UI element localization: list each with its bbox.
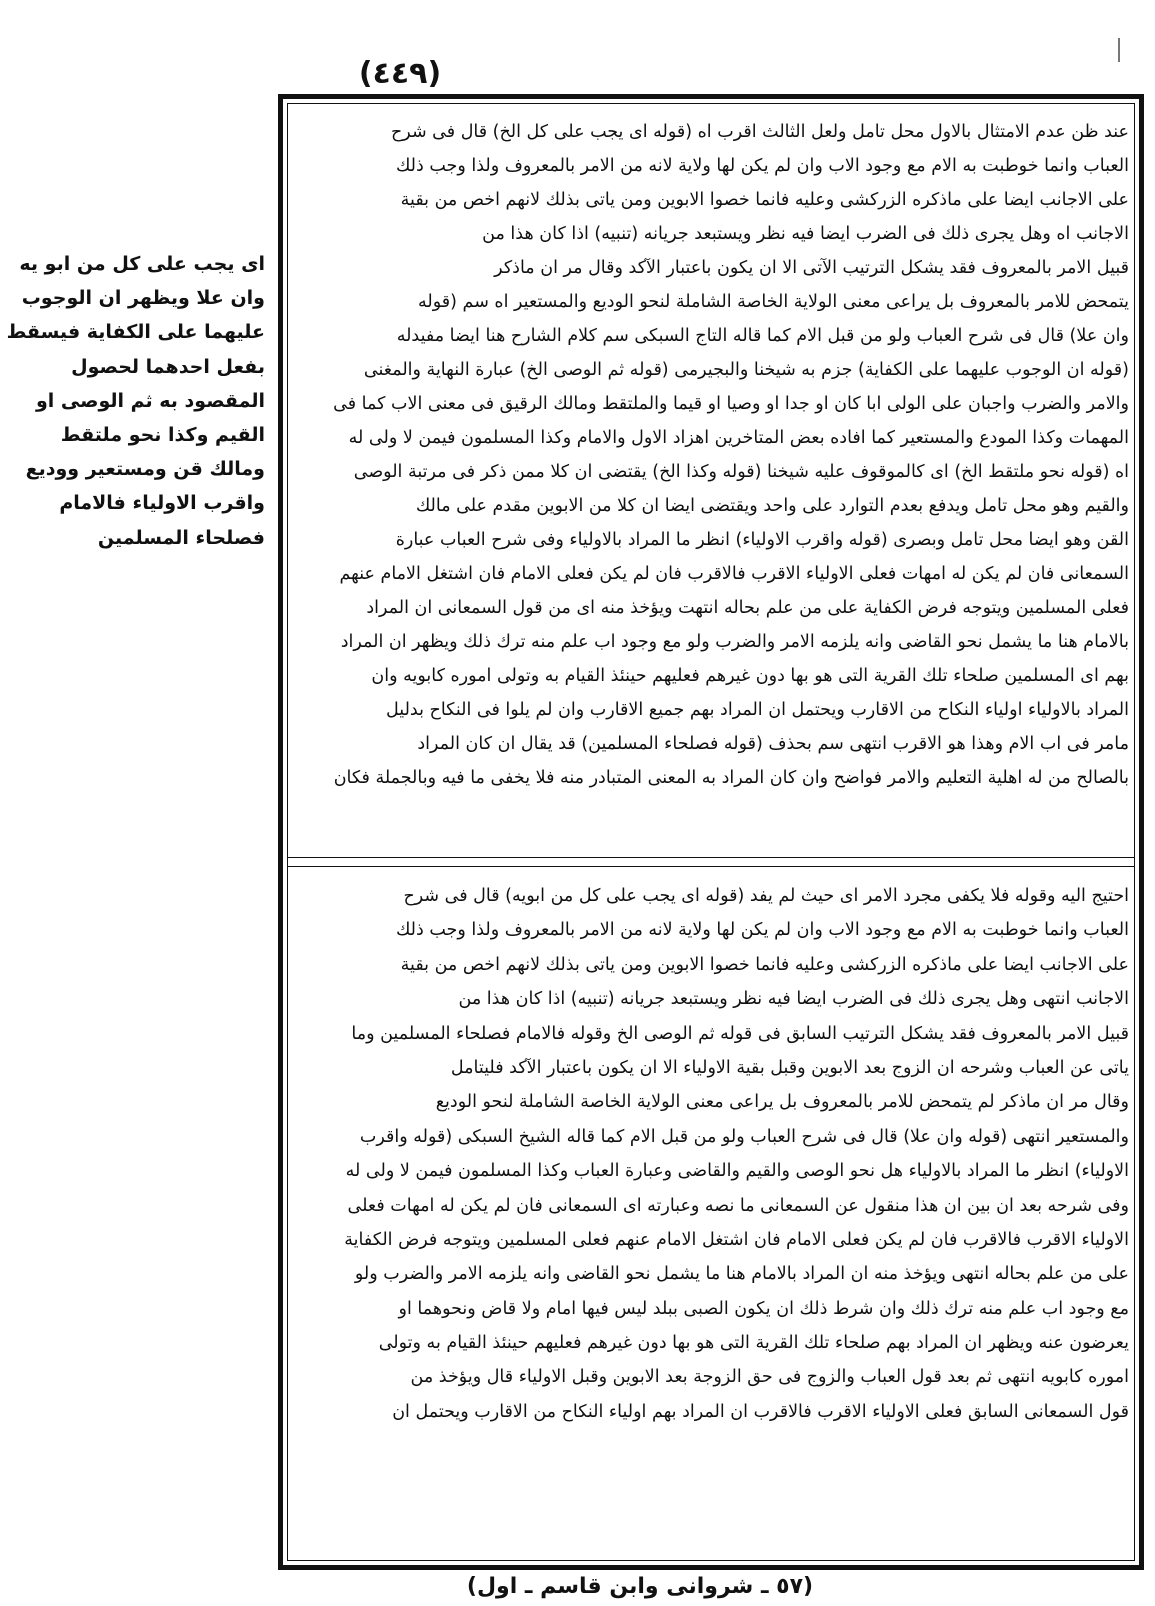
text-line: عند ظن عدم الامتثال بالاول محل تامل ولعل الثالث اقرب اه (قوله اى يجب على كل الخ) قال فى شرح (391, 122, 1129, 142)
text-line: الاجانب انتهى وهل يجرى ذلك فى الضرب ايضا فيه نظر ويستبعد جريانه (تنبيه) اذا كان هذا من (458, 989, 1129, 1010)
text-line: المراد بالاولياء اولياء النكاح من الاقارب ويحتمل ان المراد بهم جميع الاقارب وان لم يلوا فى النكاح بدليل (386, 700, 1129, 720)
margin-note-line: وان علا ويظهر ان الوجوب (21, 287, 265, 310)
text-line: اه (قوله نحو ملتقط الخ) اى كالموقوف عليه شيخنا (قوله وكذا الخ) يقتضى ان كلا ممن ذكر فى مرتبة الوصى (353, 462, 1129, 482)
text-line: (قوله ان الوجوب عليهما على الكفاية) جزم به شيخنا والبجيرمى (قوله ثم الوصى الخ) عبارة النهاية والمغنى (363, 360, 1129, 380)
bottom-commentary-section (289, 879, 1129, 1551)
text-line: العباب وانما خوطبت به الام مع وجود الاب وان لم يكن لها ولاية لانه من الامر بالمعروف ولذا وجب ذلك (395, 156, 1129, 176)
text-line: بهم اى المسلمين صلحاء تلك القرية التى هو بها دون غيرهم فعليهم حينئذ القيام به وتولى اموره كابويه وان (371, 666, 1129, 686)
text-line: السمعانى فان لم يكن له امهات فعلى الاولياء الاقرب فالاقرب فان لم يكن فعلى الامام فان اشتغل الامام عنهم (339, 564, 1129, 584)
text-line: وفى شرحه بعد ان بين ان هذا منقول عن السمعانى ما نصه وعبارته اى السمعانى فان لم يكن له امهات فعلى (347, 1195, 1129, 1216)
text-line: الاجانب اه وهل يجرى ذلك فى الضرب ايضا فيه نظر ويستبعد جريانه (تنبيه) اذا كان هذا من (482, 224, 1129, 244)
text-line: بالامام هنا ما يشمل نحو القاضى وانه يلزمه الامر والضرب ولو مع وجود اب علم منه ترك ذلك ويظهر ان المراد (340, 632, 1129, 652)
text-line: العباب وانما خوطبت به الام مع وجود الاب وان لم يكن لها ولاية لانه من الامر بالمعروف ولذا وجب ذلك (395, 920, 1129, 941)
text-line: المهمات وكذا المودع والمستعير كما افاده بعض المتاخرين اهزاد الاول والامام وكذا المسلمون فيمن لا ولى له (348, 428, 1129, 448)
text-line: مامر فى اب الام وهذا هو الاقرب انتهى سم بحذف (قوله فصلحاء المسلمين) قد يقال ان كان المراد (417, 734, 1129, 754)
margin-note-line: فصلحاء المسلمين (97, 526, 265, 549)
text-line: يتمحض للامر بالمعروف بل يراعى معنى الولاية الخاصة الشاملة لنحو الوديع والمستعير اه سم (قوله (418, 292, 1129, 312)
text-line: الاولياء الاقرب فالاقرب فان لم يكن فعلى الامام فان اشتغل الامام عنهم فعلى المسلمين ويتوجه فرض الكفاية (344, 1229, 1129, 1250)
text-line: الاولياء) انظر ما المراد بالاولياء هل نحو الوصى والقيم والقاضى وعبارة العباب وكذا المسلمون فيمن لا ولى له (345, 1161, 1129, 1182)
text-line: اموره كابويه انتهى ثم بعد قول العباب والزوج فى حق الزوجة بعد الابوين وقبل الاولياء قال ويؤخذ من (410, 1367, 1129, 1388)
text-line: قول السمعانى السابق فعلى الاولياء الاقرب فالاقرب ان المراد بهم اولياء النكاح من الاقارب ويحتمل ان (392, 1401, 1129, 1422)
page-number: (٤٤٩) (358, 56, 442, 91)
text-line: والقيم وهو محل تامل ويدفع بعدم التوارد على واحد ويقتضى ايضا ان كلا من الابوين مقدم على مالك (415, 496, 1129, 516)
text-line: على من علم بحاله انتهى ويؤخذ منه ان المراد بالامام هنا ما يشمل نحو القاضى وانه يلزمه الامر والضرب ولو (354, 1264, 1129, 1285)
page-footer: (٥٧ ـ شروانى وابن قاسم ـ اول) (466, 1574, 814, 1599)
margin-note-line: المقصود به ثم الوصى او (35, 389, 265, 412)
section-separator (287, 857, 1135, 867)
margin-note-line: ومالك قن ومستعير ووديع (25, 458, 265, 481)
page-edge-mark (1118, 38, 1120, 62)
text-line: مع وجود اب علم منه ترك ذلك وان شرط ذلك ان يكون الصبى ببلد ليس فيها امام ولا قاض ونحوهما او (398, 1298, 1129, 1319)
text-line: وقال مر ان ماذكر لم يتمحض للامر بالمعروف بل يراعى معنى الولاية الخاصة الشاملة لنحو الوديع (435, 1092, 1129, 1113)
text-line: فعلى المسلمين ويتوجه فرض الكفاية على من علم بحاله انتهت ويؤخذ منه اى من قول السمعانى ان المراد (366, 598, 1129, 618)
text-line: قبيل الامر بالمعروف فقد يشكل الترتيب الآتى الا ان يكون باعتبار الآكد وقال مر ان ماذكر (494, 258, 1129, 278)
text-line: قبيل الامر بالمعروف فقد يشكل الترتيب السابق فى قوله ثم الوصى الخ وقوله فالامام فصلحاء المسلمين وما (351, 1023, 1129, 1044)
text-line: ياتى عن العباب وشرحه ان الزوج بعد الابوين وقبل بقية الاولياء الا ان يكون باعتبار الآكد فليتامل (450, 1057, 1129, 1078)
margin-note (6, 247, 265, 555)
top-commentary-section (289, 115, 1129, 849)
text-line: القن وهو ايضا محل تامل وبصرى (قوله واقرب الاولياء) انظر ما المراد بالاولياء وفى شرح العباب عبارة (395, 530, 1129, 550)
text-line: وان علا) قال فى شرح العباب ولو من قبل الام كما قاله التاج السبكى سم كلام الشارح هنا ايضا مفيدله (396, 326, 1129, 346)
margin-note-line: عليهما على الكفاية فيسقط (6, 321, 265, 344)
margin-note-line: القيم وكذا نحو ملتقط (60, 423, 265, 446)
text-line: يعرضون عنه ويظهر ان المراد بهم صلحاء تلك القرية التى هو بها دون غيرهم فعليهم حينئذ القيام به وتولى (378, 1333, 1129, 1354)
text-line: والمستعير انتهى (قوله وان علا) قال فى شرح العباب ولو من قبل الام كما قاله الشيخ السبكى (قوله واقرب (359, 1126, 1129, 1147)
text-line: على الاجانب ايضا على ماذكره الزركشى وعليه فانما خصوا الابوين ومن ياتى بذلك لانهم اخص من بقية (400, 190, 1129, 210)
text-line: بالصالح من له اهلية التعليم والامر فواضح وان كان المراد به المعنى المتبادر منه فلا يخفى ما فيه وبالجملة فكان (333, 768, 1129, 788)
margin-note-line: اى يجب على كل من ابو يه (19, 253, 265, 275)
text-line: احتيج اليه وقوله فلا يكفى مجرد الامر اى حيث لم يفد (قوله اى يجب على كل من ابويه) قال فى شرح (403, 886, 1129, 906)
margin-note-line: واقرب الاولياء فالامام (59, 492, 265, 515)
text-line: والامر والضرب واجبان على الولى ابا كان او جدا او وصيا او قيما والملتقط ومالك الرقيق فى معنى الاب كما فى (333, 394, 1129, 414)
text-frame (278, 94, 1144, 1570)
margin-note-line: بفعل احدهما لحصول (71, 355, 265, 378)
text-line: على الاجانب ايضا على ماذكره الزركشى وعليه فانما خصوا الابوين ومن ياتى بذلك لانهم اخص من بقية (400, 954, 1129, 975)
